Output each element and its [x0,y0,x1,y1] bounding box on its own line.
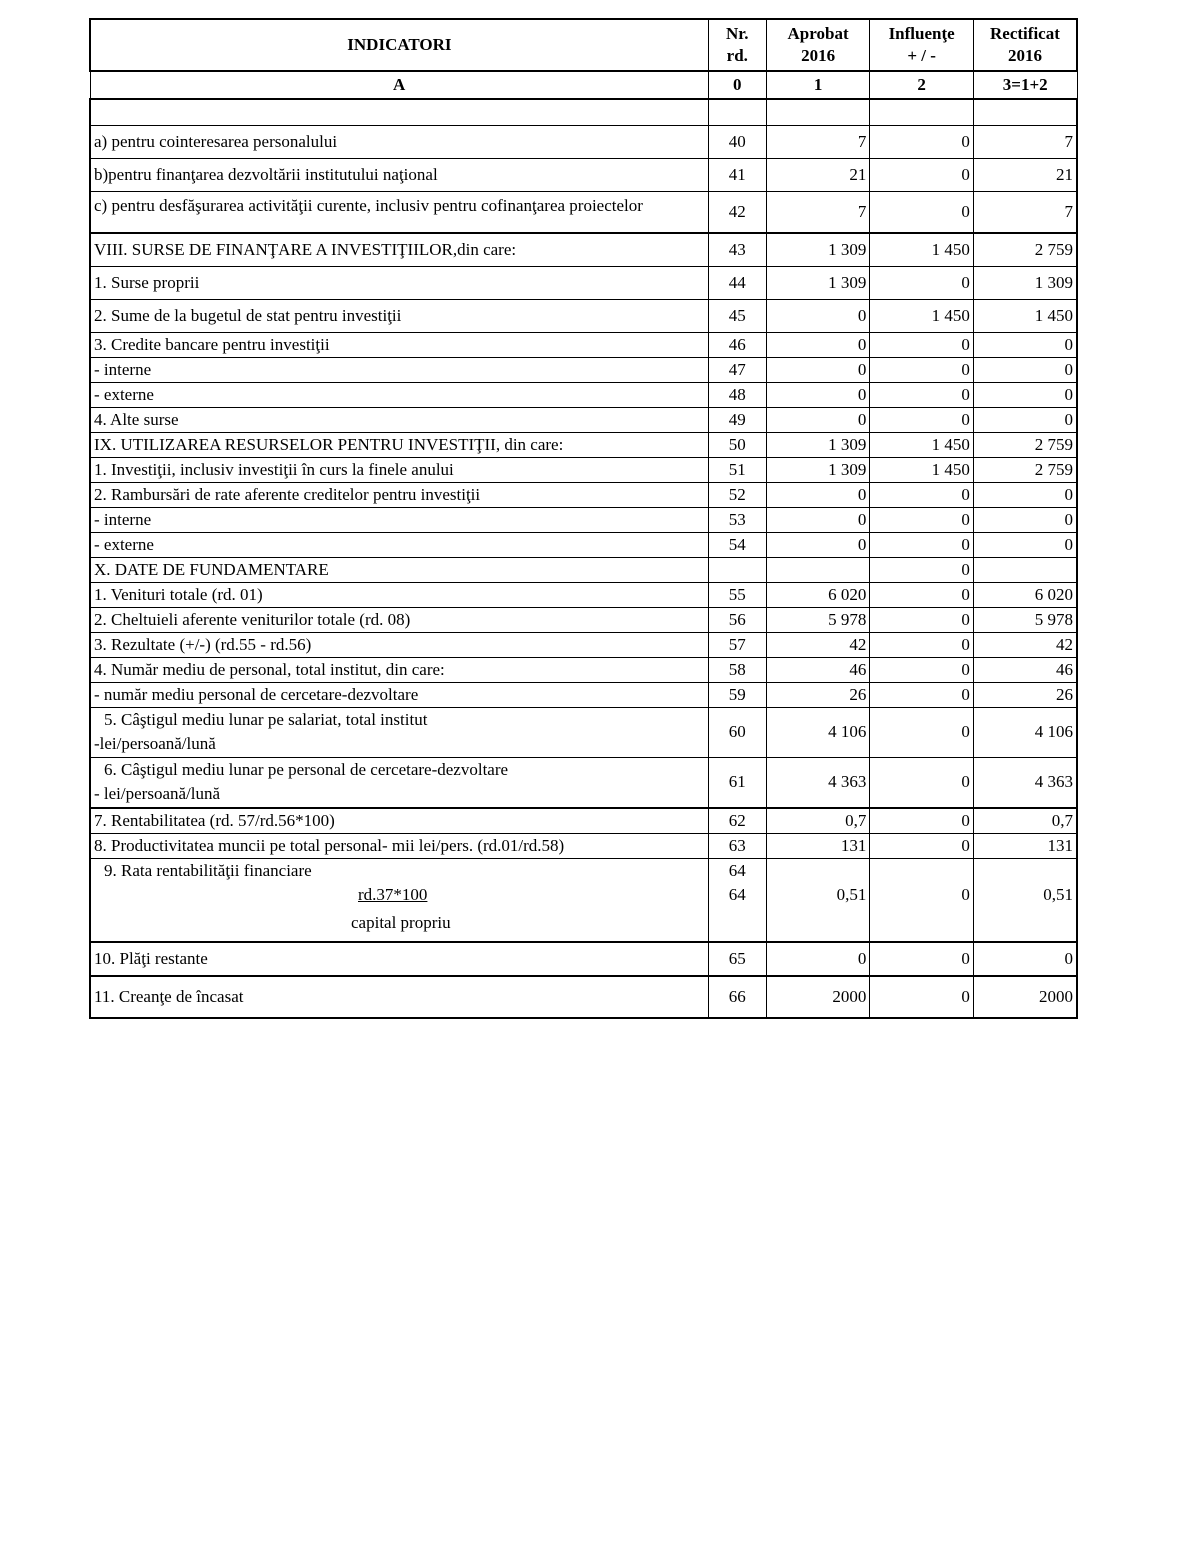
row-label: VIII. SURSE DE FINANŢARE A INVESTIŢIILOR,din care: [90,233,708,267]
table-row-blank [90,99,1077,125]
row-rectificat: 26 [973,682,1077,707]
row-nr: 59 [708,682,766,707]
row-label: 2. Rambursări de rate aferente creditelor pentru investiţii [90,482,708,507]
row-influente: 0 [870,757,974,808]
row-influente: 0 [870,382,974,407]
row-rectificat: 7 [973,125,1077,158]
row-nr: 45 [708,299,766,332]
table-row [90,707,1077,757]
row-influente: 0 [870,682,974,707]
table-row [90,407,1077,432]
table-row-ratio [90,858,1077,942]
header-nr-rd: Nr. rd. [708,19,766,71]
row-influente: 0 [870,125,974,158]
row-rectificat: 0 [973,532,1077,557]
formula-denominator: capital propriu [351,912,451,932]
row-nr: 56 [708,607,766,632]
row-rectificat: 0 [973,482,1077,507]
row-nr: 65 [708,942,766,976]
row-rectificat: 0 [973,407,1077,432]
row-aprobat: 21 [766,158,870,191]
row-nr: 44 [708,266,766,299]
row-aprobat: 0 [766,382,870,407]
table-row [90,976,1077,1018]
col-index-1: 1 [766,71,870,99]
row-aprobat: 7 [766,191,870,233]
row-nr: 57 [708,632,766,657]
table-row [90,191,1077,233]
row-label: IX. UTILIZAREA RESURSELOR PENTRU INVESTIŢII, din care: [90,432,708,457]
row-label: - interne [90,507,708,532]
row-nr: 46 [708,332,766,357]
row-influente: 0 [870,808,974,834]
row-nr: 52 [708,482,766,507]
table-row-section [90,432,1077,457]
row-aprobat: 1 309 [766,233,870,267]
row-nr: 49 [708,407,766,432]
row-rectificat: 2 759 [973,457,1077,482]
row-aprobat: 0,7 [766,808,870,834]
header-aprobat: Aprobat 2016 [766,19,870,71]
row-label: 8. Productivitatea muncii pe total personal- mii lei/pers. (rd.01/rd.58) [90,833,708,858]
row-nr: 54 [708,532,766,557]
row-label-line1: 6. Câştigul mediu lunar pe personal de cercetare-dezvoltare [104,760,509,779]
table-row-section [90,557,1077,582]
row-label: 2. Sume de la bugetul de stat pentru investiţii [90,299,708,332]
row-rectificat: 2 759 [973,233,1077,267]
row-nr [708,557,766,582]
row-aprobat: 26 [766,682,870,707]
col-index-0: 0 [708,71,766,99]
row-influente: 0 [870,607,974,632]
row-influente: 0 [870,357,974,382]
table-row [90,757,1077,808]
row-aprobat: 0 [766,357,870,382]
column-index-row [90,71,1077,99]
row-rectificat: 1 309 [973,266,1077,299]
row-influente: 1 450 [870,299,974,332]
row-label: - număr mediu personal de cercetare-dezvoltare [90,682,708,707]
row-aprobat: 0 [766,482,870,507]
table-row [90,657,1077,682]
row-influente: 0 [870,407,974,432]
row-aprobat: 0 [766,407,870,432]
value-rectificat: 0,51 [1043,884,1073,904]
row-nr: 60 [708,707,766,757]
row-label: 1. Surse proprii [90,266,708,299]
row-influente: 0 [870,582,974,607]
row-nr: 48 [708,382,766,407]
row-rectificat: 5 978 [973,607,1077,632]
row-influente: 1 450 [870,432,974,457]
formula-numerator: rd.37*100 [358,884,428,904]
row-aprobat: 131 [766,833,870,858]
row-rectificat: 131 [973,833,1077,858]
col-index-a: A [90,71,708,99]
row-rectificat: 46 [973,657,1077,682]
row-label: b)pentru finanţarea dezvoltării institutului naţional [90,158,708,191]
row-label: 4. Alte surse [90,407,708,432]
row-rectificat: 0 [973,942,1077,976]
row-aprobat: 0 [766,532,870,557]
row-rectificat: 0 [973,332,1077,357]
row-label-line2: -lei/persoană/lună [94,734,216,753]
row-aprobat [766,858,870,942]
row-aprobat: 1 309 [766,266,870,299]
row-aprobat: 4 363 [766,757,870,808]
row-nr: 63 [708,833,766,858]
row-nr: 58 [708,657,766,682]
row-aprobat: 6 020 [766,582,870,607]
row-influente: 0 [870,707,974,757]
row-nr-a: 64 [728,860,746,880]
header-row [90,19,1077,71]
row-nr: 51 [708,457,766,482]
table-row [90,532,1077,557]
table-row [90,266,1077,299]
row-nr: 40 [708,125,766,158]
row-label: a) pentru cointeresarea personalului [90,125,708,158]
col-index-2: 2 [870,71,974,99]
row-nr: 62 [708,808,766,834]
row-influente: 1 450 [870,457,974,482]
row-nr: 41 [708,158,766,191]
row-label: 2. Cheltuieli aferente veniturilor totale (rd. 08) [90,607,708,632]
row-rectificat: 0,7 [973,808,1077,834]
row-aprobat: 0 [766,507,870,532]
row-aprobat: 46 [766,657,870,682]
row-nr: 55 [708,582,766,607]
table-row [90,457,1077,482]
row-rectificat: 7 [973,191,1077,233]
row-rectificat: 2 759 [973,432,1077,457]
row-aprobat: 7 [766,125,870,158]
header-rectificat: Rectificat 2016 [973,19,1077,71]
row-rectificat: 6 020 [973,582,1077,607]
row-nr: 42 [708,191,766,233]
blank-cell [766,99,870,125]
row-rectificat [973,557,1077,582]
table-row [90,482,1077,507]
row-rectificat: 0 [973,507,1077,532]
budget-table [89,18,1078,1019]
table-row [90,833,1077,858]
table-row [90,808,1077,834]
row-influente: 0 [870,191,974,233]
row-aprobat: 5 978 [766,607,870,632]
row-aprobat: 4 106 [766,707,870,757]
row-nr: 43 [708,233,766,267]
row-label [90,707,708,757]
table-row-section [90,233,1077,267]
table-row [90,125,1077,158]
table-row [90,607,1077,632]
row-influente: 0 [870,332,974,357]
row-influente: 0 [870,632,974,657]
row-nr-b: 64 [728,884,746,904]
row-influente: 0 [870,657,974,682]
table-row [90,382,1077,407]
table-row [90,507,1077,532]
row-label [90,858,708,942]
blank-cell [90,99,708,125]
table-row [90,632,1077,657]
row-rectificat: 4 106 [973,707,1077,757]
row-aprobat [766,557,870,582]
table-row [90,332,1077,357]
row-rectificat: 0 [973,382,1077,407]
row-nr: 61 [708,757,766,808]
row-label: 1. Investiţii, inclusiv investiţii în curs la finele anului [90,457,708,482]
row-label-line2: - lei/persoană/lună [94,784,221,803]
row-label-title: 9. Rata rentabilităţii financiare [104,860,312,880]
row-label: 10. Plăţi restante [90,942,708,976]
row-nr: 53 [708,507,766,532]
row-label: 7. Rentabilitatea (rd. 57/rd.56*100) [90,808,708,834]
row-influente: 1 450 [870,233,974,267]
header-influente: Influenţe + / - [870,19,974,71]
row-label-line1: 5. Câştigul mediu lunar pe salariat, total institut [104,710,428,729]
row-rectificat [973,858,1077,942]
table-row [90,582,1077,607]
row-influente: 0 [870,976,974,1018]
row-influente: 0 [870,158,974,191]
row-influente: 0 [870,557,974,582]
table-row [90,682,1077,707]
col-index-3: 3=1+2 [973,71,1077,99]
row-nr: 47 [708,357,766,382]
row-influente: 0 [870,532,974,557]
blank-cell [870,99,974,125]
table-row [90,299,1077,332]
row-label: - interne [90,357,708,382]
row-label: 11. Creanţe de încasat [90,976,708,1018]
table-row [90,357,1077,382]
row-aprobat: 2000 [766,976,870,1018]
row-rectificat: 2000 [973,976,1077,1018]
row-label: c) pentru desfăşurarea activităţii curente, inclusiv pentru cofinanţarea proiectelor [90,191,708,233]
row-label: - externe [90,532,708,557]
row-influente: 0 [870,266,974,299]
row-rectificat: 42 [973,632,1077,657]
row-rectificat: 4 363 [973,757,1077,808]
blank-cell [708,99,766,125]
row-aprobat: 42 [766,632,870,657]
row-aprobat: 0 [766,332,870,357]
row-label: - externe [90,382,708,407]
table-row [90,158,1077,191]
row-rectificat: 0 [973,357,1077,382]
row-influente: 0 [870,833,974,858]
row-aprobat: 1 309 [766,432,870,457]
row-label: 4. Număr mediu de personal, total institut, din care: [90,657,708,682]
blank-cell [973,99,1077,125]
value-aprobat: 0,51 [836,884,867,904]
row-nr [708,858,766,942]
row-rectificat: 21 [973,158,1077,191]
table-row [90,942,1077,976]
row-rectificat: 1 450 [973,299,1077,332]
row-label: X. DATE DE FUNDAMENTARE [90,557,708,582]
row-influente [870,858,974,942]
row-nr: 66 [708,976,766,1018]
row-label: 3. Credite bancare pentru investiţii [90,332,708,357]
row-influente: 0 [870,507,974,532]
row-aprobat: 0 [766,299,870,332]
header-indicatori: INDICATORI [90,19,708,71]
row-influente: 0 [870,942,974,976]
row-aprobat: 0 [766,942,870,976]
row-label: 1. Venituri totale (rd. 01) [90,582,708,607]
row-label [90,757,708,808]
row-influente: 0 [870,482,974,507]
value-influente: 0 [961,884,970,904]
row-nr: 50 [708,432,766,457]
row-label: 3. Rezultate (+/-) (rd.55 - rd.56) [90,632,708,657]
row-aprobat: 1 309 [766,457,870,482]
